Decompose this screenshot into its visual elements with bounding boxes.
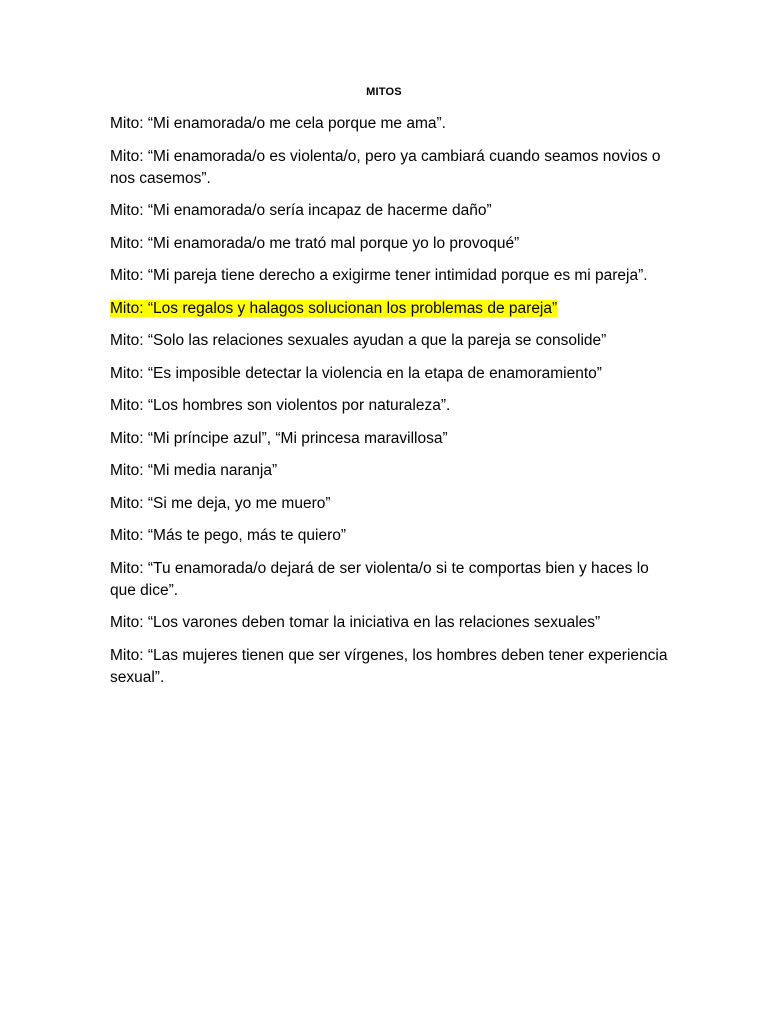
myth-item <box>110 395 670 417</box>
myth-item <box>110 265 670 287</box>
myth-text: Mito: “Mi pareja tiene derecho a exigirme tener intimidad porque es mi pareja”. <box>110 267 648 284</box>
myth-item <box>110 612 670 634</box>
myth-text: Mito: “Es imposible detectar la violencia en la etapa de enamoramiento” <box>110 364 602 382</box>
myth-item <box>110 645 670 689</box>
myth-item <box>110 330 670 352</box>
myth-item <box>110 493 670 515</box>
myth-item <box>110 428 670 450</box>
myth-text: Mito: “Mi enamorada/o sería incapaz de hacerme daño” <box>110 202 492 219</box>
myth-item <box>110 146 670 190</box>
myth-text: Mito: “Los regalos y halagos solucionan los problemas de pareja” <box>110 299 558 317</box>
myth-item <box>110 460 670 482</box>
myth-text: Mito: “Los varones deben tomar la iniciativa en las relaciones sexuales” <box>110 614 601 631</box>
myth-text: Mito: “Si me deja, yo me muero” <box>110 494 331 512</box>
myth-item <box>110 363 670 385</box>
myth-text: Mito: “Las mujeres tienen que ser vírgenes, los hombres deben tener experiencia sexual”. <box>110 646 668 686</box>
myth-text: Mito: “Tu enamorada/o dejará de ser violenta/o si te comportas bien y haces lo que dice”. <box>110 559 649 599</box>
document-title: MITOS <box>366 86 402 98</box>
myth-text: Mito: “Mi enamorada/o me trató mal porque yo lo provoqué” <box>110 234 520 252</box>
myth-text: Mito: “Mi media naranja” <box>110 462 278 479</box>
myth-text: Mito: “Los hombres son violentos por naturaleza”. <box>110 397 451 414</box>
myth-text: Mito: “Mi príncipe azul”, “Mi princesa maravillosa” <box>110 429 448 447</box>
myth-text: Mito: “Mi enamorada/o es violenta/o, pero ya cambiará cuando seamos novios o nos casemos”. <box>110 147 661 187</box>
myth-text: Mito: “Solo las relaciones sexuales ayudan a que la pareja se consolide” <box>110 332 607 349</box>
myth-text: Mito: “Mi enamorada/o me cela porque me ama”. <box>110 115 446 132</box>
myth-item <box>110 113 670 135</box>
myth-item <box>110 558 670 602</box>
myth-item-highlighted <box>110 298 670 320</box>
myth-text: Mito: “Más te pego, más te quiero” <box>110 527 347 544</box>
myth-item <box>110 200 670 222</box>
myth-item <box>110 525 670 547</box>
myth-list <box>110 113 670 699</box>
myth-item <box>110 233 670 255</box>
